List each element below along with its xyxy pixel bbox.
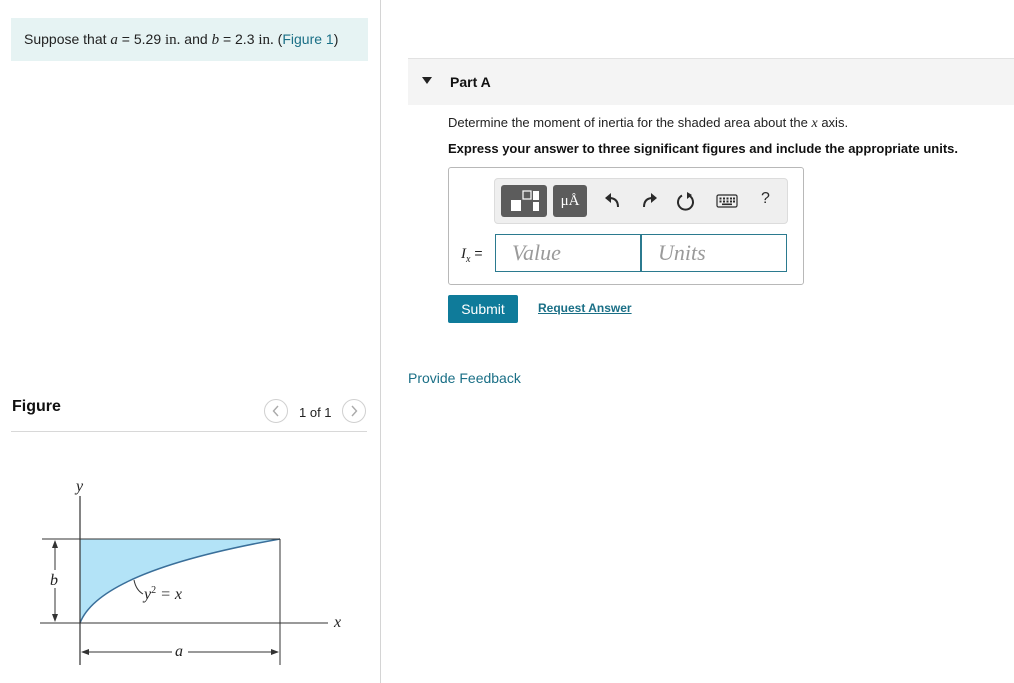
answer-label bbox=[461, 245, 483, 265]
question-text bbox=[448, 115, 848, 132]
figure-counter: 1 of 1 bbox=[299, 405, 332, 420]
answer-label-i: I bbox=[461, 246, 466, 262]
figure-prev-button[interactable] bbox=[264, 399, 288, 423]
chevron-left-icon bbox=[272, 405, 280, 417]
figure-divider bbox=[11, 431, 367, 432]
unit-b: in. bbox=[258, 32, 274, 48]
redo-icon[interactable] bbox=[639, 191, 659, 211]
chevron-right-icon bbox=[350, 405, 358, 417]
question-var: x bbox=[811, 116, 818, 131]
paren-close: ) bbox=[333, 31, 339, 47]
eq-b: = 2.3 bbox=[219, 31, 259, 47]
undo-icon[interactable] bbox=[603, 191, 623, 211]
part-a-header[interactable] bbox=[408, 58, 1014, 105]
var-a: a bbox=[110, 32, 118, 48]
answer-box bbox=[448, 167, 804, 285]
unit-a: in. bbox=[165, 32, 181, 48]
a-arrow-left bbox=[81, 649, 89, 655]
templates-icon bbox=[508, 189, 540, 213]
request-answer-link[interactable]: Request Answer bbox=[538, 301, 632, 315]
problem-mid: and bbox=[180, 31, 212, 47]
curve-equation bbox=[142, 585, 182, 603]
panel-divider bbox=[380, 0, 381, 683]
part-title: Part A bbox=[450, 74, 491, 90]
equation-leader bbox=[134, 580, 143, 594]
figure-diagram bbox=[0, 440, 380, 683]
shaded-area bbox=[80, 539, 280, 623]
curve-eq-rest: = x bbox=[156, 586, 183, 603]
answer-instruction: Express your answer to three significant figures and include the appropriate units. bbox=[448, 141, 958, 156]
var-b: b bbox=[211, 32, 220, 48]
caret-down-icon bbox=[422, 77, 432, 84]
a-label: a bbox=[175, 643, 183, 660]
problem-prefix: Suppose that bbox=[24, 31, 111, 47]
reset-icon[interactable] bbox=[675, 191, 697, 213]
problem-statement bbox=[11, 18, 368, 61]
paren-open: ( bbox=[273, 31, 283, 47]
math-toolbar bbox=[494, 178, 788, 224]
eq-a: = 5.29 bbox=[117, 31, 165, 47]
help-button[interactable]: ? bbox=[761, 190, 770, 207]
b-arrow-bottom bbox=[52, 614, 58, 622]
question-suffix: axis. bbox=[817, 115, 849, 130]
x-axis-label: x bbox=[334, 614, 342, 631]
b-arrow-top bbox=[52, 540, 58, 548]
b-label: b bbox=[50, 572, 58, 589]
submit-button[interactable]: Submit bbox=[448, 295, 518, 323]
figure-title: Figure bbox=[12, 398, 61, 415]
units-button[interactable]: μÅ bbox=[553, 185, 587, 217]
keyboard-icon[interactable] bbox=[716, 194, 738, 208]
answer-label-sub: x bbox=[466, 253, 471, 265]
curve-eq-exponent: 2 bbox=[151, 585, 157, 596]
answer-label-eq: = bbox=[470, 245, 483, 261]
figure-next-button[interactable] bbox=[342, 399, 366, 423]
provide-feedback-link[interactable]: Provide Feedback bbox=[408, 370, 521, 386]
question-prefix: Determine the moment of inertia for the shaded area about the bbox=[448, 115, 812, 130]
curve-eq-y: y bbox=[144, 586, 152, 603]
a-arrow-right bbox=[271, 649, 279, 655]
templates-button[interactable] bbox=[501, 185, 547, 217]
figure-link[interactable]: Figure 1 bbox=[282, 31, 334, 47]
units-input[interactable] bbox=[641, 234, 787, 272]
y-axis-label: y bbox=[76, 478, 84, 495]
value-input[interactable] bbox=[495, 234, 641, 272]
